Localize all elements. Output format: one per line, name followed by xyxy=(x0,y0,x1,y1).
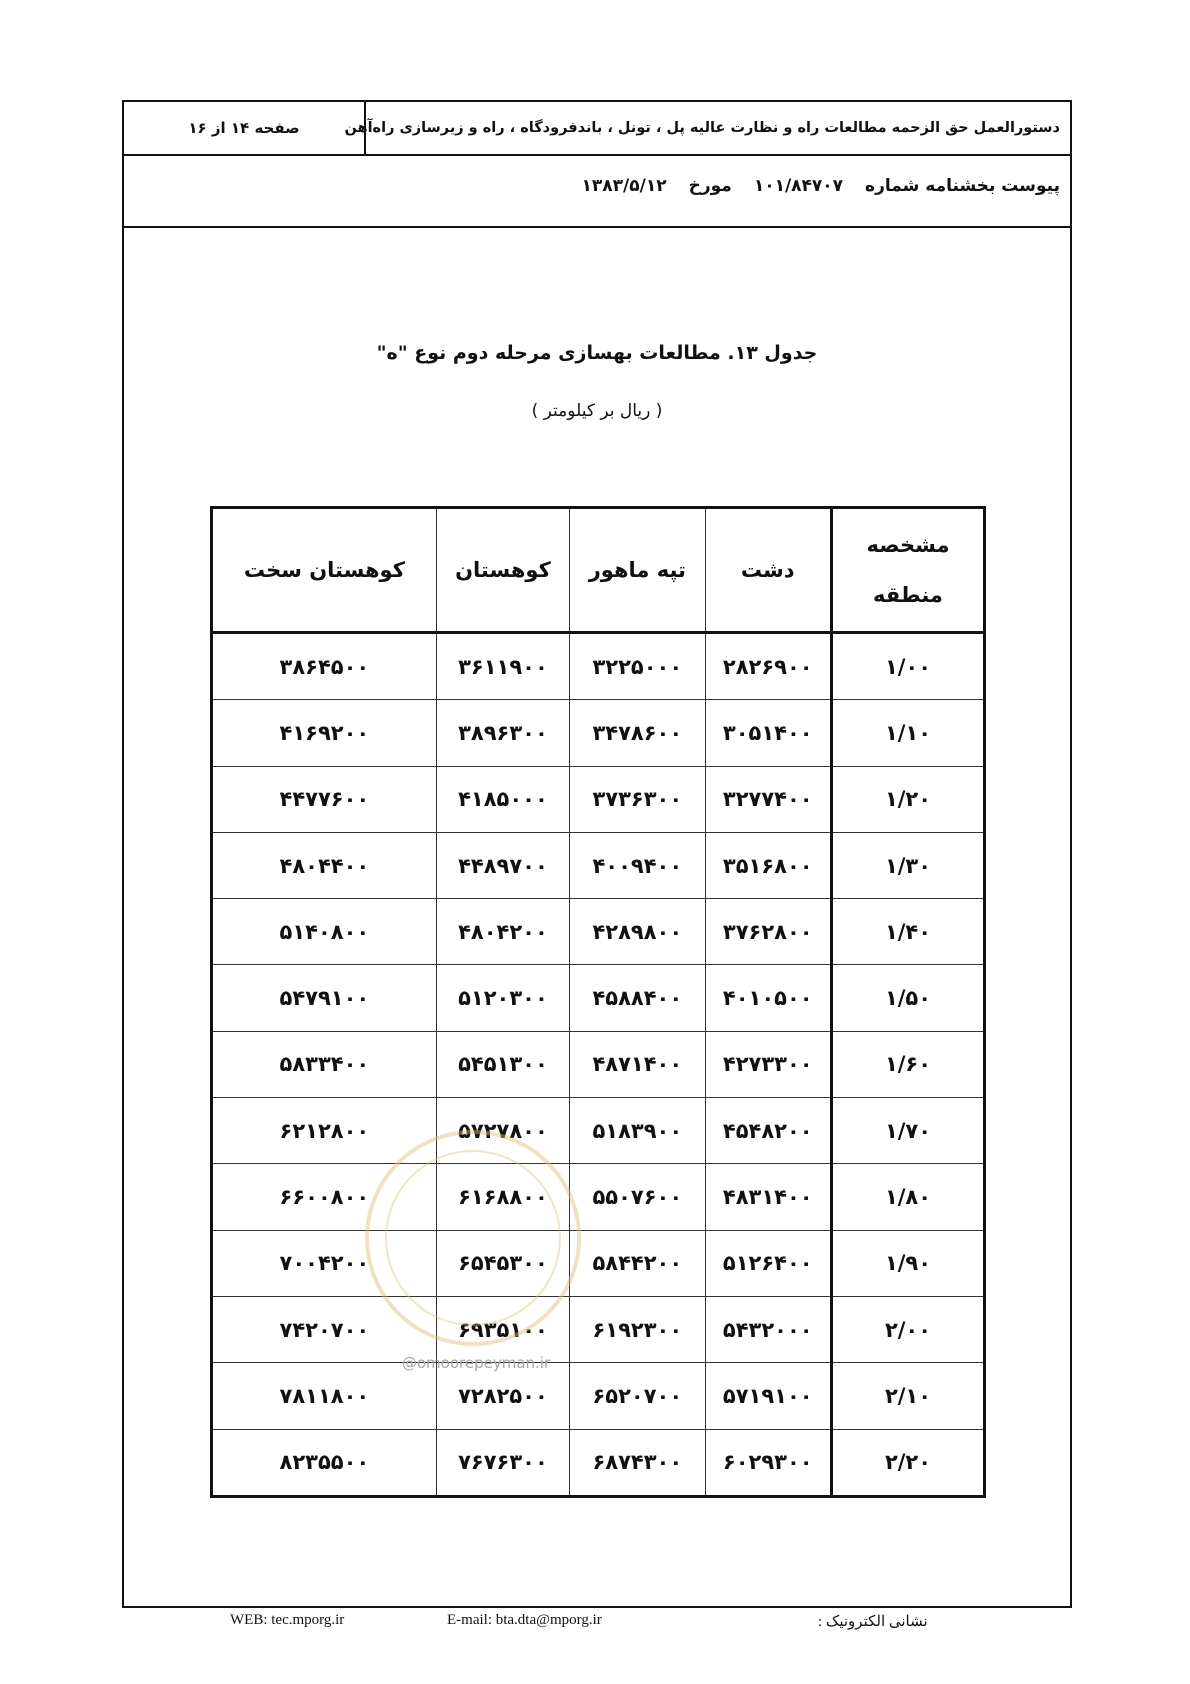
table-header-row xyxy=(212,508,985,633)
table-row xyxy=(212,1429,985,1496)
cell-mountain: ۳۶۱۱۹۰۰ xyxy=(436,633,569,700)
cell-hilly: ۴۸۷۱۴۰۰ xyxy=(570,1031,705,1097)
cell-hilly: ۵۸۴۴۲۰۰ xyxy=(570,1230,705,1296)
cell-region: ۱/۱۰ xyxy=(832,700,985,766)
cell-mountain: ۵۴۵۱۳۰۰ xyxy=(436,1031,569,1097)
circular-reference-line xyxy=(560,176,1060,196)
cell-plain: ۶۰۲۹۳۰۰ xyxy=(705,1429,831,1496)
cell-region: ۱/۹۰ xyxy=(832,1230,985,1296)
cell-mountain: ۶۱۶۸۸۰۰ xyxy=(436,1164,569,1230)
cell-region: ۱/۳۰ xyxy=(832,832,985,898)
page-frame xyxy=(122,100,1072,1608)
cell-hard-mountain: ۶۶۰۰۸۰۰ xyxy=(212,1164,437,1230)
cell-plain: ۳۵۱۶۸۰۰ xyxy=(705,832,831,898)
cell-region: ۲/۲۰ xyxy=(832,1429,985,1496)
cell-hard-mountain: ۷۴۲۰۷۰۰ xyxy=(212,1296,437,1362)
cell-hard-mountain: ۴۴۷۷۶۰۰ xyxy=(212,766,437,832)
header-hard-mountain: کوهستان سخت xyxy=(212,508,437,633)
cell-hilly: ۳۲۲۵۰۰۰ xyxy=(570,633,705,700)
cell-hilly: ۶۸۷۴۳۰۰ xyxy=(570,1429,705,1496)
cell-plain: ۵۷۱۹۱۰۰ xyxy=(705,1363,831,1429)
watermark-text: @omoorepeyman.ir xyxy=(401,1354,551,1372)
cell-hard-mountain: ۶۲۱۲۸۰۰ xyxy=(212,1098,437,1164)
cell-plain: ۴۰۱۰۵۰۰ xyxy=(705,965,831,1031)
table-body xyxy=(212,633,985,1497)
cell-hard-mountain: ۴۸۰۴۴۰۰ xyxy=(212,832,437,898)
cell-mountain: ۶۹۳۵۱۰۰ xyxy=(436,1296,569,1362)
table-row xyxy=(212,965,985,1031)
watermark-seal-inner xyxy=(385,1150,561,1326)
table-row xyxy=(212,1031,985,1097)
cell-plain: ۵۴۳۲۰۰۰ xyxy=(705,1296,831,1362)
cell-region: ۱/۷۰ xyxy=(832,1098,985,1164)
cell-mountain: ۴۱۸۵۰۰۰ xyxy=(436,766,569,832)
table-row xyxy=(212,1098,985,1164)
cell-mountain: ۴۴۸۹۷۰۰ xyxy=(436,832,569,898)
cell-hard-mountain: ۷۰۰۴۲۰۰ xyxy=(212,1230,437,1296)
header-hilly: تپه ماهور xyxy=(570,508,705,633)
table-row xyxy=(212,1363,985,1429)
cell-region: ۱/۶۰ xyxy=(832,1031,985,1097)
cell-mountain: ۷۲۸۲۵۰۰ xyxy=(436,1363,569,1429)
cell-hilly: ۳۴۷۸۶۰۰ xyxy=(570,700,705,766)
cell-plain: ۳۰۵۱۴۰۰ xyxy=(705,700,831,766)
watermark-seal xyxy=(365,1130,581,1346)
table-row xyxy=(212,832,985,898)
circular-number: ۱۰۱/۸۴۷۰۷ xyxy=(753,176,844,196)
cell-region: ۲/۰۰ xyxy=(832,1296,985,1362)
circular-date-label: مورخ xyxy=(688,176,732,196)
cell-hilly: ۴۰۰۹۴۰۰ xyxy=(570,832,705,898)
fee-table xyxy=(210,506,986,1498)
cell-hilly: ۵۱۸۳۹۰۰ xyxy=(570,1098,705,1164)
cell-plain: ۴۸۳۱۴۰۰ xyxy=(705,1164,831,1230)
table-unit: ( ریال بر کیلومتر ) xyxy=(531,401,663,421)
footer-web: WEB: tec.mporg.ir xyxy=(230,1612,345,1628)
table-caption: جدول ۱۳. مطالعات بهسازی مرحله دوم نوع "ه" xyxy=(376,342,818,364)
cell-region: ۲/۱۰ xyxy=(832,1363,985,1429)
cell-mountain: ۴۸۰۴۲۰۰ xyxy=(436,899,569,965)
cell-mountain: ۳۸۹۶۳۰۰ xyxy=(436,700,569,766)
footer-email: E-mail: bta.dta@mporg.ir xyxy=(447,1612,602,1628)
cell-region: ۱/۰۰ xyxy=(832,633,985,700)
header-plain: دشت xyxy=(705,508,831,633)
cell-hilly: ۶۵۲۰۷۰۰ xyxy=(570,1363,705,1429)
cell-hilly: ۳۷۳۶۳۰۰ xyxy=(570,766,705,832)
footer-address-label: نشانی الکترونیک : xyxy=(818,1614,928,1630)
cell-hilly: ۶۱۹۲۳۰۰ xyxy=(570,1296,705,1362)
circular-date: ۱۳۸۳/۵/۱۲ xyxy=(581,176,667,196)
table-row xyxy=(212,766,985,832)
header-region: مشخصه منطقه xyxy=(832,508,985,633)
table-row xyxy=(212,1296,985,1362)
table-row xyxy=(212,1230,985,1296)
cell-mountain: ۵۷۲۷۸۰۰ xyxy=(436,1098,569,1164)
cell-plain: ۴۵۴۸۲۰۰ xyxy=(705,1098,831,1164)
cell-hard-mountain: ۵۱۴۰۸۰۰ xyxy=(212,899,437,965)
cell-plain: ۴۲۷۳۳۰۰ xyxy=(705,1031,831,1097)
table-row xyxy=(212,700,985,766)
cell-hilly: ۴۵۸۸۴۰۰ xyxy=(570,965,705,1031)
circular-reference xyxy=(124,156,1070,228)
cell-region: ۱/۲۰ xyxy=(832,766,985,832)
cell-hard-mountain: ۸۲۳۵۵۰۰ xyxy=(212,1429,437,1496)
cell-plain: ۲۸۲۶۹۰۰ xyxy=(705,633,831,700)
document-header xyxy=(124,102,1070,156)
header-mountain: کوهستان xyxy=(436,508,569,633)
table-row xyxy=(212,899,985,965)
cell-hard-mountain: ۴۱۶۹۲۰۰ xyxy=(212,700,437,766)
table-row xyxy=(212,1164,985,1230)
cell-hard-mountain: ۵۸۳۳۴۰۰ xyxy=(212,1031,437,1097)
cell-hilly: ۵۵۰۷۶۰۰ xyxy=(570,1164,705,1230)
cell-region: ۱/۴۰ xyxy=(832,899,985,965)
cell-mountain: ۵۱۲۰۳۰۰ xyxy=(436,965,569,1031)
cell-plain: ۵۱۲۶۴۰۰ xyxy=(705,1230,831,1296)
cell-mountain: ۶۵۴۵۳۰۰ xyxy=(436,1230,569,1296)
table-row xyxy=(212,633,985,700)
cell-hard-mountain: ۵۴۷۹۱۰۰ xyxy=(212,965,437,1031)
cell-region: ۱/۵۰ xyxy=(832,965,985,1031)
circular-prefix: پیوست بخشنامه شماره xyxy=(865,176,1060,196)
cell-hard-mountain: ۷۸۱۱۸۰۰ xyxy=(212,1363,437,1429)
document-title: دستورالعمل حق الزحمه مطالعات راه و نظارت عالیه پل ، تونل ، باندفرودگاه ، راه و زیرسازی راه‌آهن xyxy=(344,120,1060,136)
cell-mountain: ۷۶۷۶۳۰۰ xyxy=(436,1429,569,1496)
cell-hilly: ۴۲۸۹۸۰۰ xyxy=(570,899,705,965)
cell-region: ۱/۸۰ xyxy=(832,1164,985,1230)
cell-plain: ۳۲۷۷۴۰۰ xyxy=(705,766,831,832)
cell-hard-mountain: ۳۸۶۴۵۰۰ xyxy=(212,633,437,700)
cell-plain: ۳۷۶۲۸۰۰ xyxy=(705,899,831,965)
page-number: صفحه ۱۴ از ۱۶ xyxy=(124,102,366,154)
